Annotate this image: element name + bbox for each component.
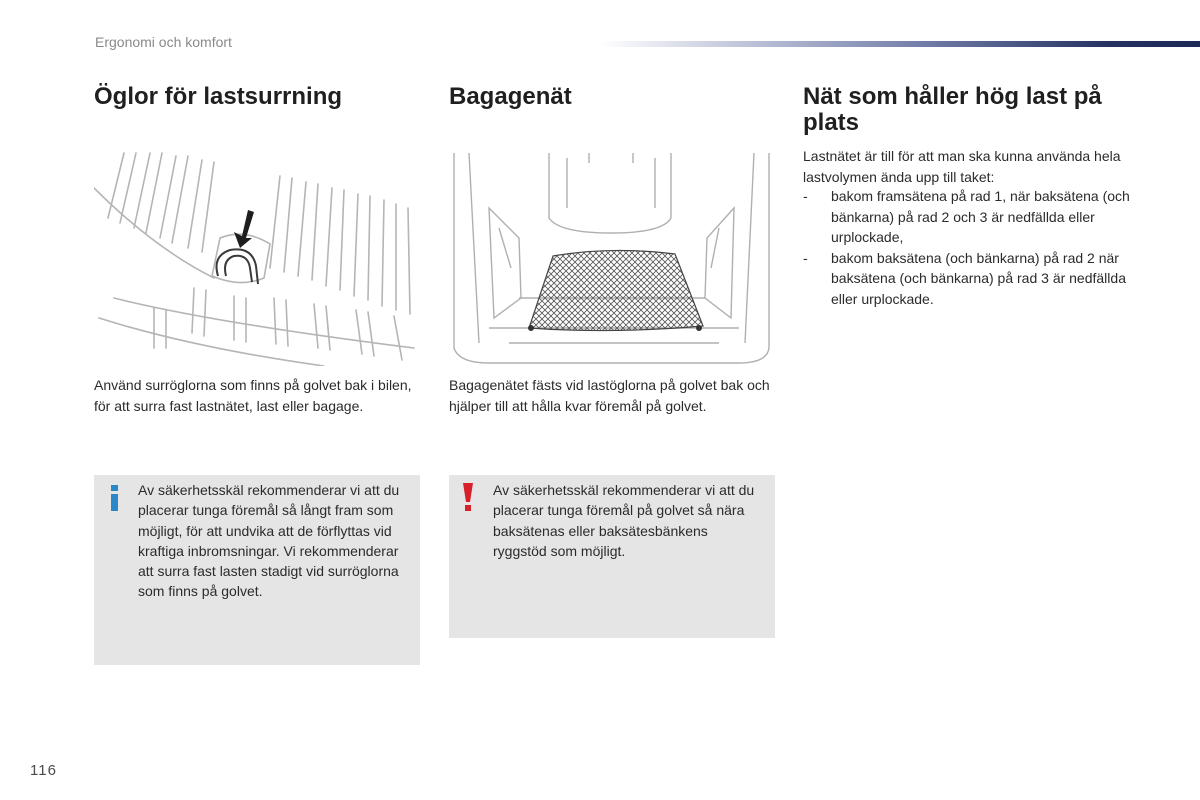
list-item	[803, 186, 1133, 248]
lashing-eye-illustration	[94, 148, 420, 366]
high-load-net-list	[803, 186, 1133, 309]
heading-luggage-net: Bagagenät	[449, 83, 572, 110]
high-load-net-description: Lastnätet är till för att man ska kunna använda hela lastvolymen ända upp till taket:	[803, 148, 1121, 185]
list-dash: -	[803, 249, 808, 266]
warning-note-text: Av säkerhetsskäl rekommenderar vi att du placerar tunga föremål på golvet så nära baksätenas eller baksätesbänkens ryggstöd som möjligt.	[493, 482, 755, 559]
page-number: 116	[30, 762, 57, 779]
lashing-eyes-description: Använd surröglorna som finns på golvet bak i bilen, för att surra fast lastnätet, last eller bagage.	[94, 377, 412, 414]
info-icon	[108, 485, 122, 511]
warning-note	[449, 475, 775, 638]
info-note-text: Av säkerhetsskäl rekommenderar vi att du placerar tunga föremål så långt fram som möjligt, för att undvika att de förflyttas vid kraftiga inbromsningar. Vi rekommenderar att surra fast lasten stadigt vid surröglorna som finns på golvet.	[138, 482, 400, 600]
section-header: Ergonomi och komfort	[95, 34, 232, 50]
header-bar	[600, 41, 1200, 47]
list-item-text: bakom framsätena på rad 1, när baksätena (och bänkarna) på rad 2 och 3 är nedfällda eller urplockade,	[831, 188, 1130, 245]
info-note	[94, 475, 420, 665]
luggage-net-description: Bagagenätet fästs vid lastöglorna på golvet bak och hjälper till att hålla kvar föremål på golvet.	[449, 377, 770, 414]
heading-high-load-net: Nät som håller hög last på plats	[803, 83, 1102, 136]
luggage-net-illustration	[449, 148, 775, 366]
list-dash: -	[803, 188, 808, 204]
arrow-icon	[234, 210, 254, 248]
heading-lashing-eyes: Öglor för lastsurrning	[94, 83, 343, 110]
exclamation-icon	[461, 483, 475, 511]
list-item	[803, 248, 1133, 310]
list-item-text: bakom baksätena (och bänkarna) på rad 2 när baksätena (och bänkarna) på rad 3 är nedfällda eller urplockade.	[831, 249, 1126, 307]
